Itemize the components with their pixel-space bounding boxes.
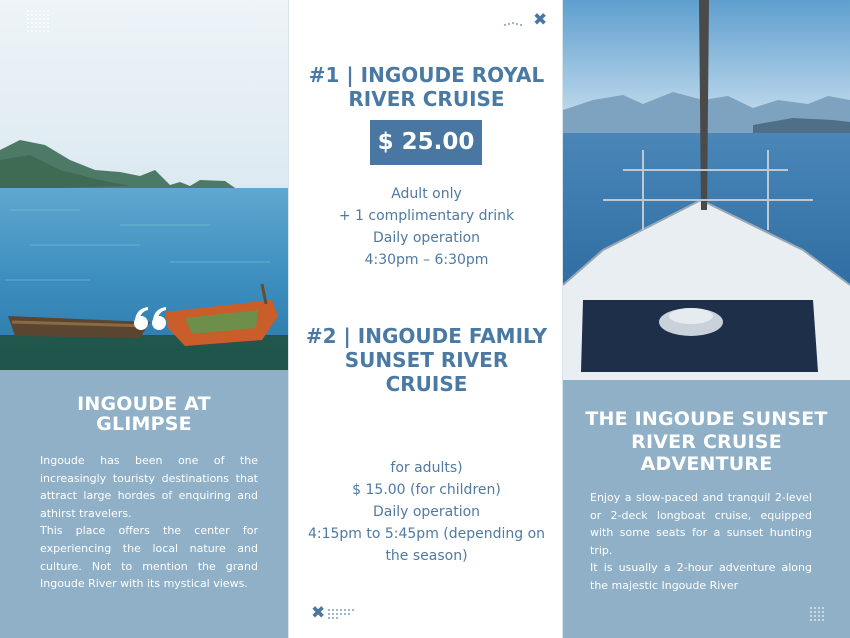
- cruise1-detail: Daily operation: [372, 230, 481, 246]
- left-paragraph-2: This place offers the center for experiencing the local nature and culture. Not to mention the grand Ingoude River with its mystical views.: [40, 524, 258, 591]
- left-paragraph-1: Ingoude has been one of the increasingly touristy destinations that attract large hordes of enquiring and athirst travelers.: [40, 454, 258, 520]
- x-mark-icon: ✖: [311, 603, 326, 623]
- cruise2-title: [289, 324, 563, 396]
- right-paragraph-2: It is usually a 2-hour adventure along the majestic Ingoude River: [590, 561, 812, 592]
- cruise2-detail: for adults): [390, 460, 463, 476]
- left-body-text: [40, 452, 258, 593]
- boat-bow-photo: [563, 0, 850, 380]
- cruise2-details: [289, 457, 563, 567]
- left-heading-line2: GLIMPSE: [96, 413, 192, 435]
- left-heading: [0, 394, 288, 434]
- cruise1-title: [289, 63, 563, 111]
- cruise2-title-line1: #2 | INGOUDE FAMILY: [305, 324, 548, 348]
- cruise2-detail: the season): [385, 548, 468, 564]
- cruise1-title-line1: #1 | INGOUDE ROYAL: [308, 63, 545, 87]
- quote-icon: [133, 306, 169, 332]
- cruise2-title-line2: SUNSET RIVER: [344, 348, 509, 372]
- cruise2-detail: Daily operation: [372, 504, 481, 520]
- cruise1-detail: 4:30pm – 6:30pm: [364, 252, 489, 268]
- right-heading-line3: ADVENTURE: [640, 453, 773, 475]
- cruise2-detail: $ 15.00 (for children): [352, 482, 501, 498]
- cruise2-title-line3: CRUISE: [385, 372, 468, 396]
- cruise1-title-line2: RIVER CRUISE: [348, 87, 505, 111]
- left-panel: [0, 0, 288, 638]
- right-panel: [563, 0, 850, 638]
- x-mark-icon: ✖: [533, 10, 548, 30]
- dot-pattern-decoration: [503, 17, 525, 27]
- cruise2-detail: 4:15pm to 5:45pm (depending on: [307, 526, 546, 542]
- right-body-text: [590, 489, 812, 595]
- cruise1-detail: + 1 complimentary drink: [338, 208, 515, 224]
- right-heading-line2: RIVER CRUISE: [631, 430, 782, 453]
- dot-pattern-decoration: [809, 606, 825, 622]
- right-heading: [563, 408, 850, 476]
- cruise1-detail: Adult only: [391, 186, 462, 202]
- cruise1-price: $ 25.00: [370, 120, 482, 165]
- right-paragraph-1: Enjoy a slow-paced and tranquil 2-level or 2-deck longboat cruise, equipped with some seats for a sunset hunting trip.: [590, 491, 812, 557]
- dot-pattern-decoration: [26, 9, 52, 33]
- left-heading-line1: INGOUDE AT: [77, 393, 211, 415]
- cruise1-details: [289, 183, 563, 271]
- center-panel: [288, 0, 563, 638]
- dot-pattern-decoration: [327, 607, 357, 619]
- right-heading-line1: THE INGOUDE SUNSET: [585, 408, 828, 430]
